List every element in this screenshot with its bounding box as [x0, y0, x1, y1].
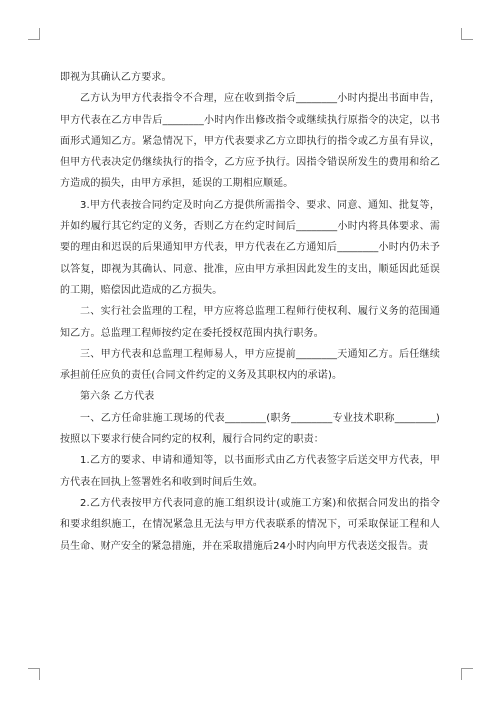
paragraph-item-1: 1.乙方的要求、申请和通知等，以书面形式由乙方代表签字后送交甲方代表，甲方代表在回执上签署姓名和收到时间后生效。 [60, 455, 440, 488]
paragraph-section-2: 二、实行社会监理的工程，甲方应将总监理工程师行使权利、履行义务的范围通知乙方。总监理工程师按约定在委托授权范围内执行职务。 [60, 306, 440, 339]
paragraph-item-2: 2.乙方代表按甲方代表同意的施工组织设计(或施工方案)和依据合同发出的指令和要求组织施工，在情况紧急且无法与甲方代表联系的情况下，可采取保证工程和人员生命、财产安全的紧急措施，并在采取措施后24小时内向甲方代表送交报告。责 [60, 497, 440, 552]
paragraph-section-3: 三、甲方代表和总监理工程师易人，甲方应提前________天通知乙方。后任继续承担前任应负的责任(合同文件约定的义务及其职权内的承诺)。 [60, 348, 440, 382]
crop-mark-top-left [28, 28, 40, 40]
paragraph-objection-procedure: 乙方认为甲方代表指令不合理，应在收到指令后________小时内提出书面申告，甲方代表在乙方申告后________小时内作出修改指令或继续执行原指令的决定，以书面形式通知乙方。紧急情况下，甲方代表要求乙方立即执行的指令或乙方虽有异议，但甲方代表决定仍继续执行的指令，乙方应予执行。因指令错误所发生的费用和给乙方造成的损失，由甲方承担，延误的工期相应顺延。 [60, 93, 440, 190]
document-body [60, 67, 440, 557]
crop-mark-bottom-right [461, 668, 473, 680]
paragraph-clause-3: 3.甲方代表按合同约定及时向乙方提供所需指令、要求、同意、通知、批复等，并如约履行其它约定的义务，否则乙方在约定时间后________小时内将具体要求、需要的理由和迟误的后果通知甲方代表，甲方代表在乙方通知后________小时内仍未予以答复，即视为其确认、同意、批准，应由甲方承担因此发生的支出，顺延因此延误的工期，赔偿因此造成的乙方损失。 [60, 199, 440, 296]
paragraph-representative-appointment: 一、乙方任命驻施工现场的代表________(职务________专业技术职称________)按照以下要求行使合同约定的权利，履行合同约定的职责： [60, 412, 440, 446]
crop-mark-bottom-left [28, 668, 40, 680]
article-heading: 第六条 乙方代表 [80, 391, 155, 403]
crop-mark-top-right [461, 28, 473, 40]
paragraph-continuation: 即视为其确认乙方要求。 [60, 72, 172, 83]
